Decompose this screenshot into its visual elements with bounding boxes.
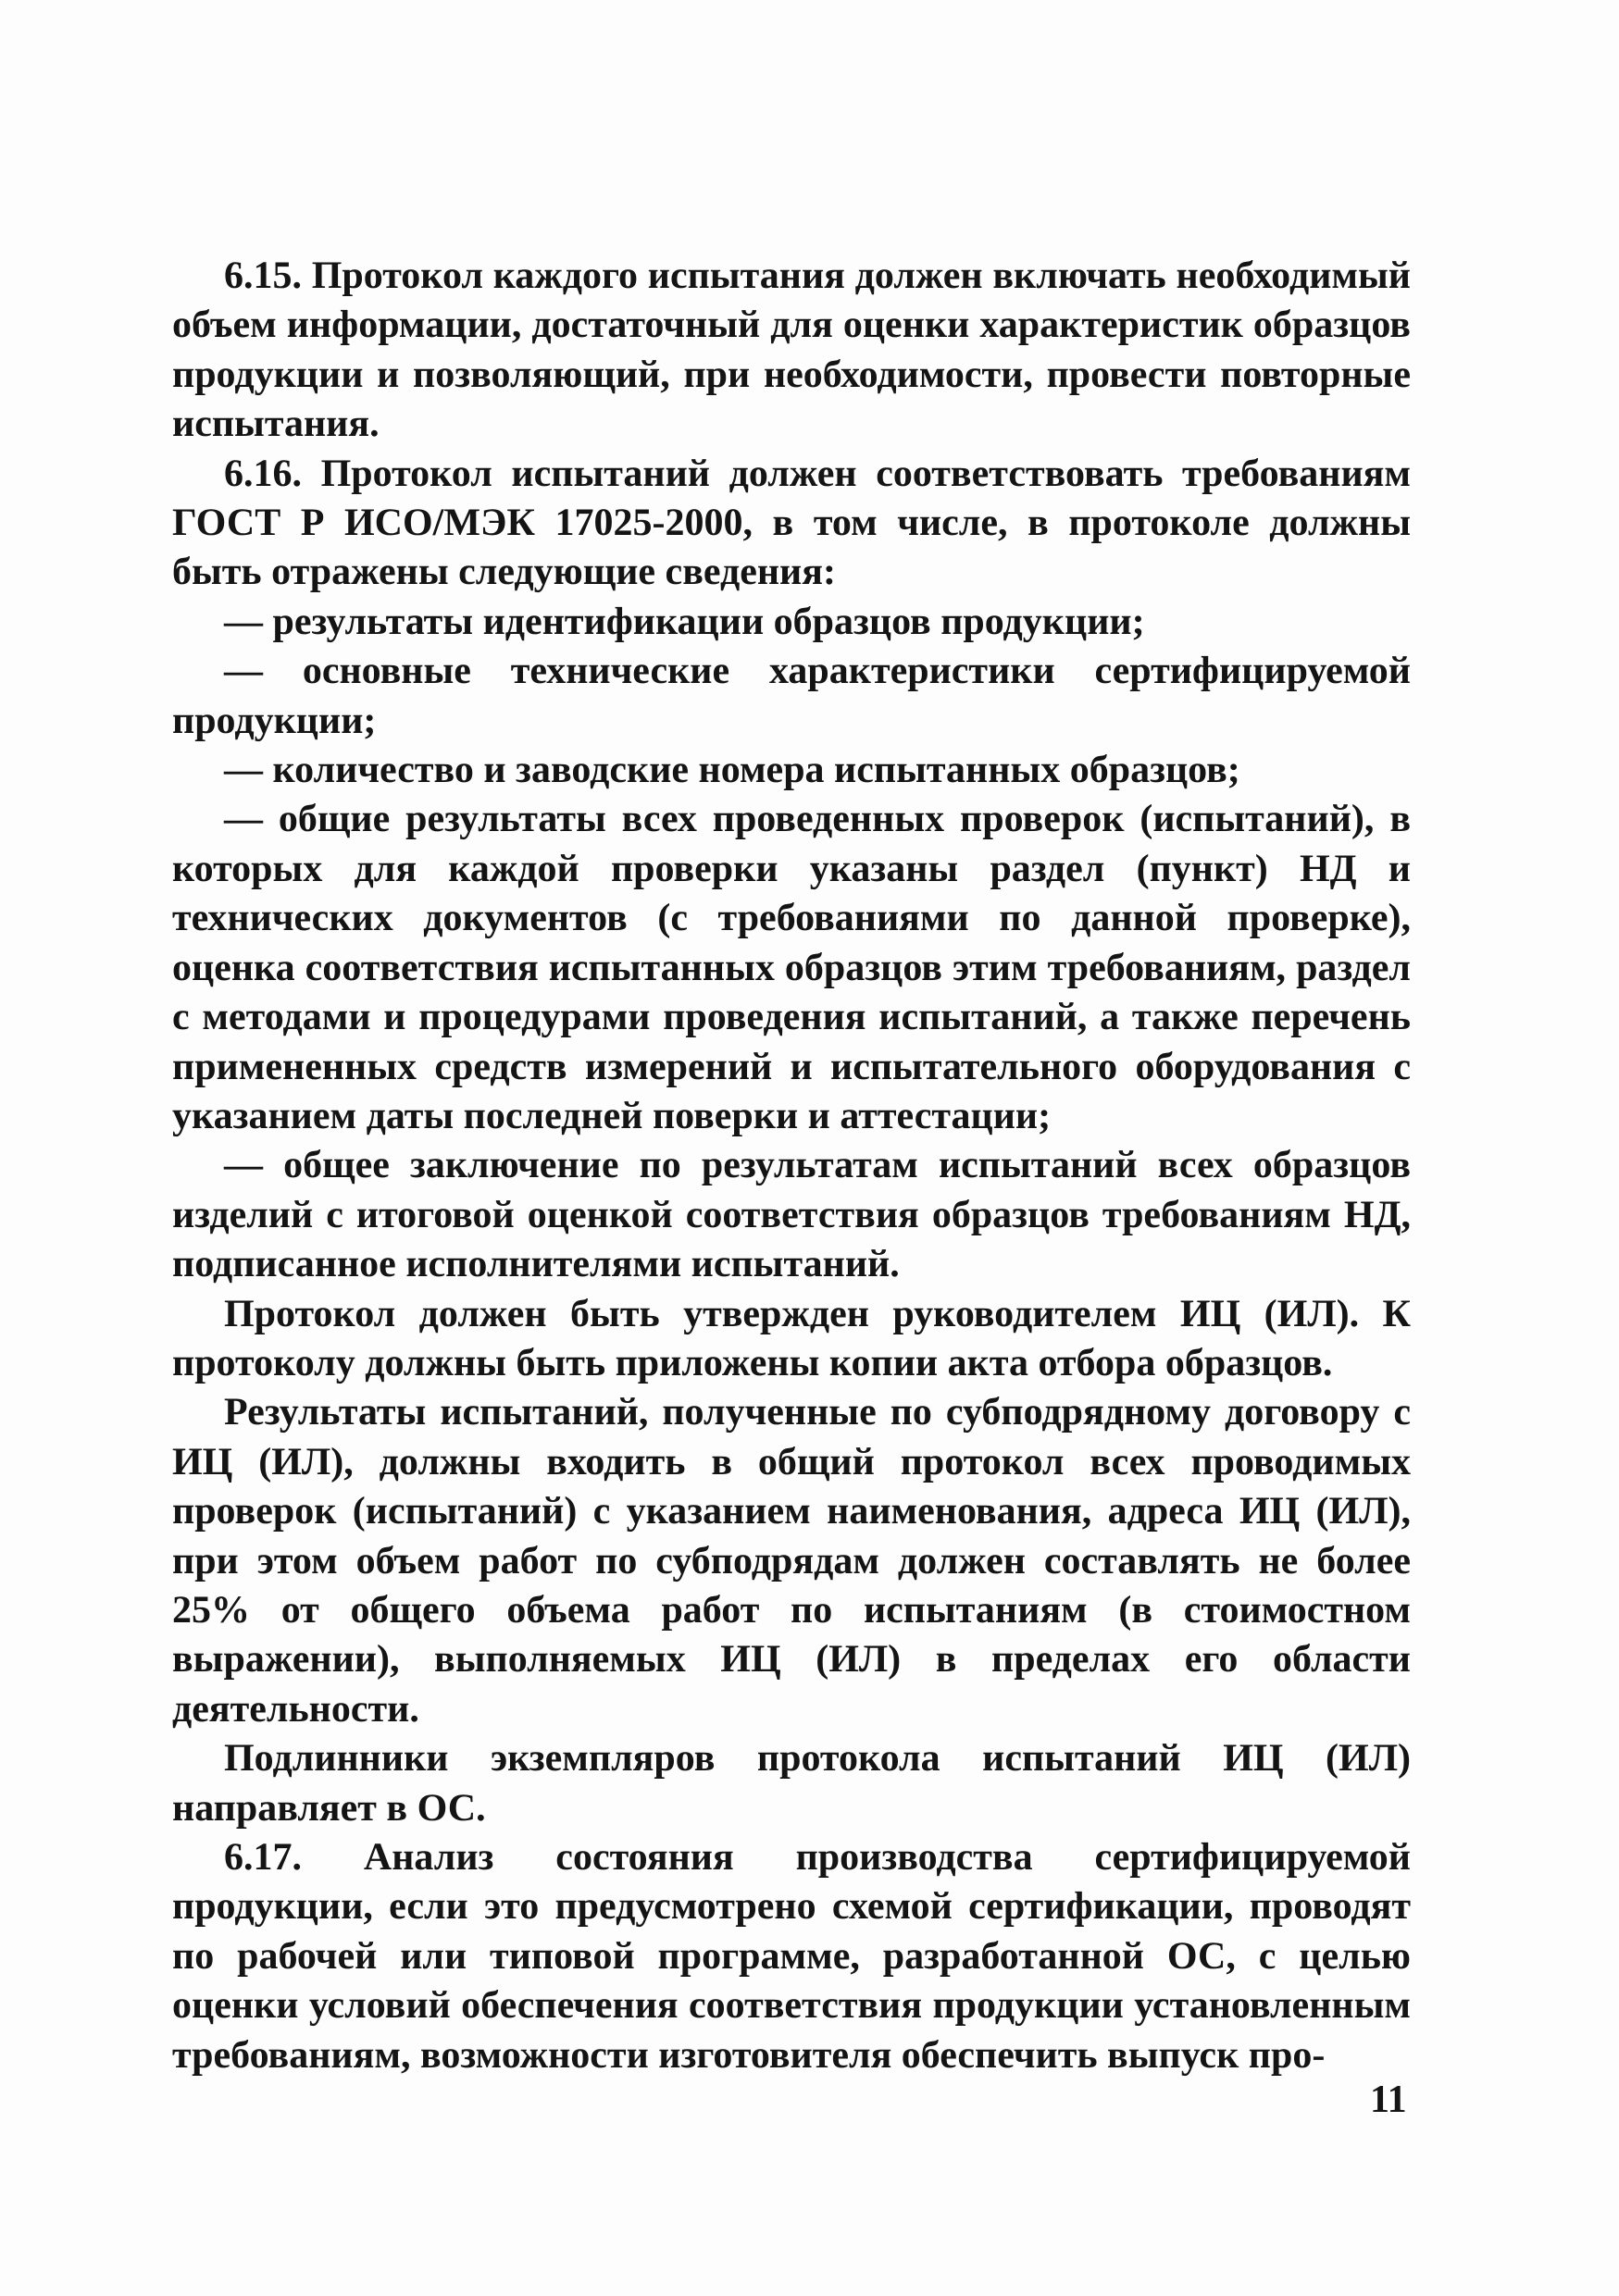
list-item-quantity: — количество и заводские номера испытанных образцов; — [224, 749, 1240, 792]
paragraph-6-17: 6.17. Анализ состояния производства сертифицируемой продукции, если это предусмотрено схемой сертификации, проводят по рабочей или типовой программе, разработанной ОС, с целью оценки условий обеспечения соответствия продукции установленным требованиям, возможности изготовителя обеспечить выпуск про- — [172, 1836, 1411, 2077]
paragraph-6-16: 6.16. Протокол испытаний должен соответствовать требованиям ГОСТ Р ИСО/МЭК 17025-2000, в том числе, в протоколе должны быть отражены следующие сведения: — [172, 452, 1411, 594]
list-item-identification: — результаты идентификации образцов продукции; — [224, 600, 1145, 643]
page-number: 11 — [1370, 2079, 1407, 2121]
body-text — [172, 252, 1411, 2080]
list-item-characteristics: — основные технические характеристики сертифицируемой продукции; — [172, 650, 1411, 742]
paragraph-6-15: 6.15. Протокол каждого испытания должен включать необходимый объем информации, достаточный для оценки характеристик образцов продукции и позволяющий, при необходимости, провести повторные испытания. — [172, 254, 1411, 446]
paragraph-originals: Подлинники экземпляров протокола испытаний ИЦ (ИЛ) направляет в ОС. — [172, 1737, 1411, 1830]
list-item-conclusion: — общее заключение по результатам испытаний всех образцов изделий с итоговой оценкой соответствия образцов требованиям НД, подписанное исполнителями испытаний. — [172, 1144, 1411, 1286]
list-item-results: — общие результаты всех проведенных проверок (испытаний), в которых для каждой проверки указаны раздел (пункт) НД и технических документов (с требованиями по данной проверке), оценка соответствия испытанных образцов этим требованиям, раздел с методами и процедурами проведения испытаний, а также перечень примененных средств измерений и испытательного оборудования с указанием даты последней поверки и аттестации; — [172, 798, 1411, 1137]
paragraph-approval: Протокол должен быть утвержден руководителем ИЦ (ИЛ). К протоколу должны быть приложены копии акта отбора образцов. — [172, 1292, 1411, 1384]
paragraph-subcontract: Результаты испытаний, полученные по субподрядному договору с ИЦ (ИЛ), должны входить в общий протокол всех проводимых проверок (испытаний) с указанием наименования, адреса ИЦ (ИЛ), при этом объем работ по субподрядам должен составлять не более 25% от общего объема работ по испытаниям (в стоимостном выражении), выполняемых ИЦ (ИЛ) в пределах его области деятельности. — [172, 1391, 1411, 1731]
